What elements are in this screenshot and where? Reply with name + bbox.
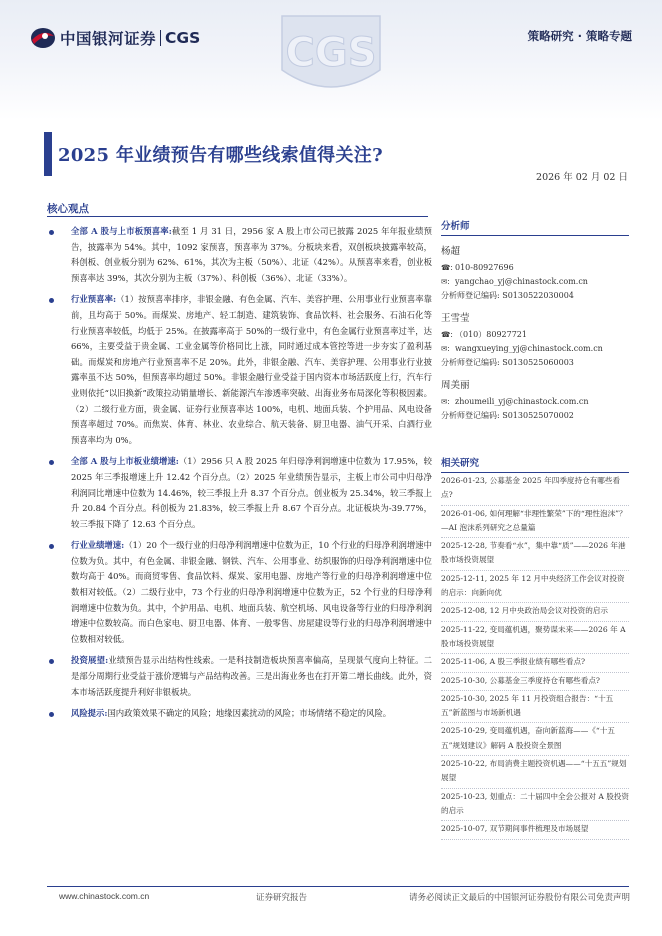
bullet-market-win-rate: [49, 224, 432, 286]
related-item[interactable]: 2025-11-06, A 股三季报业绩有哪些看点?: [441, 654, 629, 672]
analyst-reg: 分析师登记编码: S0130522030004: [441, 291, 574, 300]
related-item[interactable]: 2025-10-29, 变局蕴机遇，奋向新蓝海——《“十五五”规划建议》解码 A 股投资全景图: [441, 723, 629, 756]
bullet-text: 国内政策效果不确定的风险；地缘因素扰动的风险；市场情绪不稳定的风险。: [107, 708, 392, 719]
related-item[interactable]: 2025-10-30, 2025 年 11 月投资组合报告：“十五五”新蓝图与市场新机遇: [441, 691, 629, 724]
related-item[interactable]: 2025-10-23, 划重点：二十届四中全会公报对 A 股投资的启示: [441, 789, 629, 822]
bullet-label: 风险提示:: [71, 708, 108, 719]
analyst-card: [441, 377, 629, 423]
title-accent-bar: [44, 132, 52, 176]
related-list: [441, 473, 629, 840]
bullet-label: 行业预喜率:: [71, 294, 117, 305]
phone-icon: ☎:: [441, 263, 453, 272]
svg-text:CGS: CGS: [285, 30, 377, 76]
analyst-phone: 010-80927696: [455, 263, 514, 272]
cgs-watermark-icon: [276, 8, 386, 100]
bullet-text: 业绩预告显示出结构性线索。一是科技制造板块预喜率偏高，呈现景气度向上特征。二是部分周期行业受益于涨价逻辑与产品结构改善。三是出海业务也在打开第二增长曲线。此外，资本市场活跃度提升利好非银板块。: [71, 655, 432, 697]
analyst-name: 王雪莹: [441, 313, 470, 324]
bullet-text: （1）2956 只 A 股 2025 年归母净利润增速中位数为 17.95%，较 2025 年三季报增速上升 12.42 个百分点。（2）2025 年业绩预告显示，主板上市公司中归母净利润同比增速中位数为 14.46%，较三季报上升 8.37 个百分点。创业板为 25.34%，较三季报上升 20.84 个百分点。科创板为 21.83%，较三季报上升 8.67 个百分点。北证板块为-39.77%，较三季报下降了 12.63 个百分点。: [71, 456, 432, 529]
page-title: 2025 年业绩预告有哪些线索值得关注?: [58, 145, 383, 166]
logo-text: 中国银河证券: [60, 30, 157, 48]
analyst-name: 周美丽: [441, 380, 470, 391]
logo-cgs-text: CGS: [165, 29, 201, 47]
bullet-text: （1）20 个一级行业的归母净利润增速中位数为正，10 个行业的归母净利润增速中位数为负。其中，有色金属、非银金融、钢铁、汽车、公用事业、纺织服饰的归母净利润增速中位数均高于 40%。而商贸零售、食品饮料、煤炭、家用电器、房地产等行业的归母净利润增速中位数相对较低。（2）二级行业中，73 个行业的归母净利润增速中位数为正，52 个行业的归母净利润增速中位数为负。其中，个护用品、电机、地面兵装、航空机场、风电设备等行业的归母净利润增速中位数较高。而白色家电、厨卫电器、体育、一般零售、房屋建设等行业的归母净利润增速中位数相对较低。: [71, 540, 432, 644]
bullet-text: 截至 1 月 31 日，2956 家 A 股上市公司已披露 2025 年年报业绩预告，披露率为 54%。其中，1092 家预喜，预喜率为 37%。分板块来看，双创板块披露率较高，科创板、创业板分别为 62%、61%，其次为主板（50%）、北证（42%）。从预喜率来看，创业板预喜率达 39%，其次分别为主板（37%）、科创板（36%）、北证（33%）。: [71, 226, 432, 283]
report-category: 策略研究 · 策略专题: [527, 29, 632, 43]
analyst-name: 杨超: [441, 246, 461, 257]
analyst-card: [441, 243, 629, 303]
sidebar: [441, 218, 629, 840]
footer-report-type: 证券研究报告: [256, 893, 308, 903]
footer-divider: [47, 886, 629, 887]
bullet-dot-icon: [49, 659, 54, 664]
bullet-dot-icon: [49, 544, 54, 549]
title-row: [44, 132, 383, 176]
related-item[interactable]: 2025-12-28, 节奏看“水”，集中靠“质”——2026 年港股市场投资展望: [441, 538, 629, 571]
related-item[interactable]: 2025-10-22, 布局消费主题投资机遇——“十五五”规划展望: [441, 756, 629, 789]
analyst-phone: （010）80927721: [455, 330, 527, 339]
analyst-reg: 分析师登记编码: S0130525060003: [441, 358, 574, 367]
core-heading: 核心观点: [47, 203, 89, 215]
bullet-industry-win-rate: [49, 292, 432, 448]
bullet-dot-icon: [49, 298, 54, 303]
email-icon: ✉:: [441, 277, 450, 286]
email-icon: ✉:: [441, 397, 450, 406]
related-item[interactable]: 2025-10-07, 双节期间事件梳理及市场展望: [441, 821, 629, 839]
bullet-investment-outlook: [49, 653, 432, 700]
analyst-email-row: [441, 395, 629, 409]
analyst-card: [441, 310, 629, 370]
analyst-email-row: [441, 275, 629, 289]
related-item[interactable]: 2026-01-23, 公募基金 2025 年四季度持仓有哪些看点?: [441, 473, 629, 506]
related-heading: 相关研究: [441, 458, 480, 469]
bullet-label: 行业业绩增速:: [71, 540, 125, 551]
analyst-divider: [441, 235, 629, 236]
related-item[interactable]: 2025-10-30, 公募基金三季度持仓有哪些看点?: [441, 673, 629, 691]
core-bullets: [49, 224, 432, 728]
analyst-heading: 分析师: [441, 221, 470, 232]
logo-divider: [160, 30, 161, 46]
phone-icon: ☎:: [441, 330, 453, 339]
analyst-email[interactable]: zhoumeili_yj@chinastock.com.cn: [455, 397, 589, 406]
bullet-risk-warning: [49, 706, 432, 722]
bullet-dot-icon: [49, 712, 54, 717]
related-item[interactable]: 2025-12-08, 12 月中央政治局会议对投资的启示: [441, 603, 629, 621]
core-divider: [47, 216, 428, 217]
related-item[interactable]: 2025-11-22, 变局蕴机遇，聚势谋未来——2026 年 A 股市场投资展望: [441, 622, 629, 655]
bullet-label: 全部 A 股与上市板预喜率:: [71, 226, 172, 236]
bullet-text: （1）按预喜率排序，非银金融、有色金属、汽车、美容护理、公用事业行业预喜率靠前，且均高于 50%。而煤炭、房地产、轻工制造、建筑装饰、食品饮料、社会服务、石油石化等行业预喜率较低，均低于 25%。在披露率高于 50%的一级行业中，有色金属行业预喜率过半，达 66%，主要受益于贵金属、工业金属等价格同比上涨，同时通过成本管控等进一步夯实了盈利基础。而煤炭和房地产行业预喜率不足 20%。此外，非银金融、汽车、美容护理、公用事业行业披露率虽不达 50%，但预喜率均超过 50%。非银金融行业受益于国内资本市场活跃度上行，汽车行业则依托“以旧换新”政策拉动销量增长、新能源汽车渗透率突破、出海业务布局深化等积极因素。（2）二级行业方面，贵金属、证券行业预喜率达 100%，电机、地面兵装、个护用品、风电设备预喜率超过 70%。而焦炭、体育、林业、农业综合、航天装备、厨卫电器、油气开采、白酒行业预喜率均为 0%。: [71, 294, 432, 445]
footer-disclaimer: 请务必阅读正文最后的中国银河证券股份有限公司免责声明: [408, 893, 630, 903]
analyst-email-row: [441, 342, 629, 356]
bullet-dot-icon: [49, 460, 54, 465]
brand-logo[interactable]: [30, 26, 200, 50]
analyst-email[interactable]: yangchao_yj@chinastock.com.cn: [455, 277, 588, 286]
footer-website-link[interactable]: www.chinastock.com.cn: [59, 891, 150, 901]
bullet-dot-icon: [49, 230, 54, 235]
bullet-industry-growth: [49, 538, 432, 647]
bullet-label: 全部 A 股与上市板业绩增速:: [71, 456, 179, 467]
analyst-phone-row: [441, 261, 629, 275]
bullet-label: 投资展望:: [71, 655, 109, 666]
analyst-email[interactable]: wangxueying_yj@chinastock.com.cn: [455, 344, 603, 353]
related-item[interactable]: 2026-01-06, 如何理解“非理性繁荣”下的“理性泡沫”？—AI 泡沫系列研究之总量篇: [441, 506, 629, 539]
bullet-market-growth: [49, 454, 432, 532]
related-item[interactable]: 2025-12-11, 2025 年 12 月中央经济工作会议对投资的启示：向新向优: [441, 571, 629, 604]
analyst-phone-row: [441, 328, 629, 342]
report-date: 2026 年 02 月 02 日: [536, 172, 628, 183]
email-icon: ✉:: [441, 344, 450, 353]
analyst-reg: 分析师登记编码: S0130525070002: [441, 411, 574, 420]
galaxy-logo-icon: [30, 26, 56, 50]
